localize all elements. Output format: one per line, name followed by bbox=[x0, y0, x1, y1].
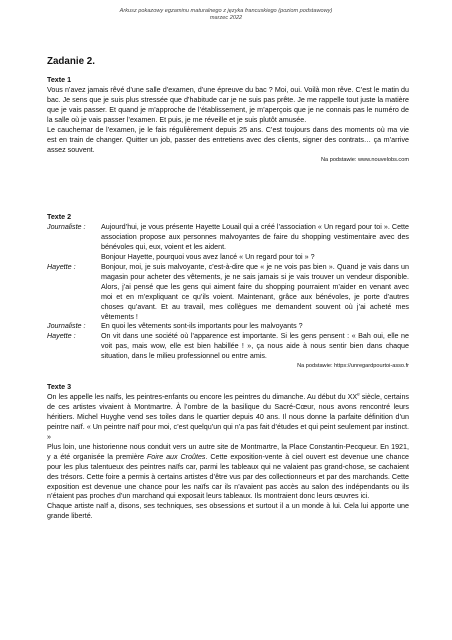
task-title: Zadanie 2. bbox=[47, 56, 95, 67]
dialogue-line: On vit dans une société où l’apparence est importante. Si les gens pensent : « Bah oui, elle ne voit pas, mais wow, elle est bien habillée ! », ça nous aide à nous sentir bien dans chaque situation, dans le milieu professionnel ou entre amis. bbox=[101, 332, 409, 361]
dialogue-line: Bonjour Hayette, pourquoi vous avez lancé « Un regard pour toi » ? bbox=[101, 252, 315, 261]
foire-aux-croutes-title: Foire aux Croûtes bbox=[146, 452, 206, 461]
text-1-paragraph-2: Le cauchemar de l’examen, je le fais régulièrement depuis 25 ans. C’est toujours dans des moments où ma vie est en train de changer. Quitter un job, passer des entretiens avec des clients, signer des contrats… ça m’arrive assez souvent. bbox=[47, 125, 409, 154]
header-exam-title: Arkusz pokazowy egzaminu maturalnego z języka francuskiego (poziom podstawowy) bbox=[119, 8, 333, 14]
text-2-section bbox=[47, 213, 409, 370]
text-3-p2-end: . Cette exposition-vente à ciel ouvert est devenue une chance pour les plus talentueux des peintres naïfs car, parmi les tableaux qui ne valaient pas grand-chose, se cachaient des trésors. Cette foire a permis à certains artistes d’être vus par des collectionneurs et par des marchands. Cette exposition est devenue une chance pour les naïfs car ils n’avaient pas accès au salon des indépendants ou ils n’étaient pas proches d’un marchand qui exposait leurs tableaux. Ils montraient donc leurs œuvres ici. bbox=[47, 452, 409, 501]
text-1-section bbox=[47, 76, 409, 164]
page-header bbox=[0, 8, 452, 22]
text-2-source: Na podstawie: https://unregardpourtoi-asso.fr bbox=[297, 363, 409, 370]
text-3-paragraph-3: Chaque artiste naïf a, disons, ses techniques, ses obsessions et surtout il a un monde à lui. Cela lui apporte une grande liberté. bbox=[47, 502, 409, 521]
text-3-paragraph-2 bbox=[47, 443, 409, 503]
dialogue-line: Aujourd’hui, je vous présente Hayette Louail qui a créé l’association « Un regard pour toi ». Cette association propose aux personnes malvoyantes de faire du shopping vestimentaire avec des bénévoles qui, eux, voient et les aident. bbox=[101, 222, 409, 251]
header-date: marzec 2022 bbox=[209, 15, 243, 21]
interview-dialogue bbox=[47, 223, 409, 362]
text-3-section bbox=[47, 383, 409, 522]
dialogue-turn bbox=[101, 263, 409, 323]
text-2-title: Texte 2 bbox=[47, 213, 72, 221]
text-3-p2-start: Plus loin, une historienne nous conduit vers un autre site de Montmartre, la Place Constantin-Pecqueur. En 1921, y a été organisée la première bbox=[47, 442, 409, 461]
text-3-paragraph-1 bbox=[47, 393, 409, 443]
text-3-title: Texte 3 bbox=[47, 383, 72, 391]
dialogue-turn bbox=[101, 322, 409, 332]
text-3-p1-end: siècle, certains de ces artistes vivaient à Montmartre. À l’ombre de la basilique du Sacré-Cœur, nous avons rencontré leurs héritiers. Michel Huyghe vend ses toiles dans le quartier depuis 40 ans. Il nous donne la parfaite définition d’un peintre naïf. « Un peintre naïf pour moi, c’est quelqu’un qui n’a pas fait d’études et qui peint seulement par instinct. » bbox=[47, 392, 409, 441]
dialogue-line: Bonjour, moi, je suis malvoyante, c’est-à-dire que « je ne vois pas bien ». Quand je vais dans un magasin pour acheter des vêtements, je ne sais jamais si je vais trouver un vendeur disponible. Alors, j’ai pensé que les gens qui aiment faire du shopping pourraient m’aider en venant avec moi et en m’expliquant ce qu’ils voient. Maintenant, grâce aux bénévoles, je porte d’autres choses qu’avant. Et au travail, mes collègues me demandent souvent où j’ai acheté mes vêtements ! bbox=[101, 262, 409, 321]
text-1-title: Texte 1 bbox=[47, 76, 72, 84]
text-1-paragraph-1: Vous n’avez jamais rêvé d’une salle d’examen, d’une épreuve du bac ? Moi, oui. Voilà mon rêve. C’est le matin du bac. Je sens que je suis plus stressée que d’habitude car je ne suis pas prête. Je me rappelle tout juste la matière que je vais passer. Et quand je m’approche de l’établissement, je m’aperçois que je ne connais pas le numéro de la salle où je vais passer l’examen. Et puis, je me réveille et je suis plutôt amusée. bbox=[47, 85, 409, 124]
dialogue-turn bbox=[101, 332, 409, 362]
dialogue-turn bbox=[101, 223, 409, 263]
dialogue-line: En quoi les vêtements sont-ils importants pour les malvoyants ? bbox=[101, 322, 303, 331]
century-superscript: e bbox=[357, 391, 360, 397]
text-1-source: Na podstawie: www.nouvelobs.com bbox=[321, 156, 409, 163]
text-3-p1-start: On les appelle les naïfs, les peintres-enfants ou encore les peintres du dimanche. Au début du XX bbox=[47, 392, 358, 401]
speaker-hayette: Hayette : bbox=[47, 262, 76, 271]
speaker-journalist: Journaliste : bbox=[47, 222, 86, 231]
speaker-hayette: Hayette : bbox=[47, 332, 76, 341]
speaker-journalist: Journaliste : bbox=[47, 322, 86, 331]
